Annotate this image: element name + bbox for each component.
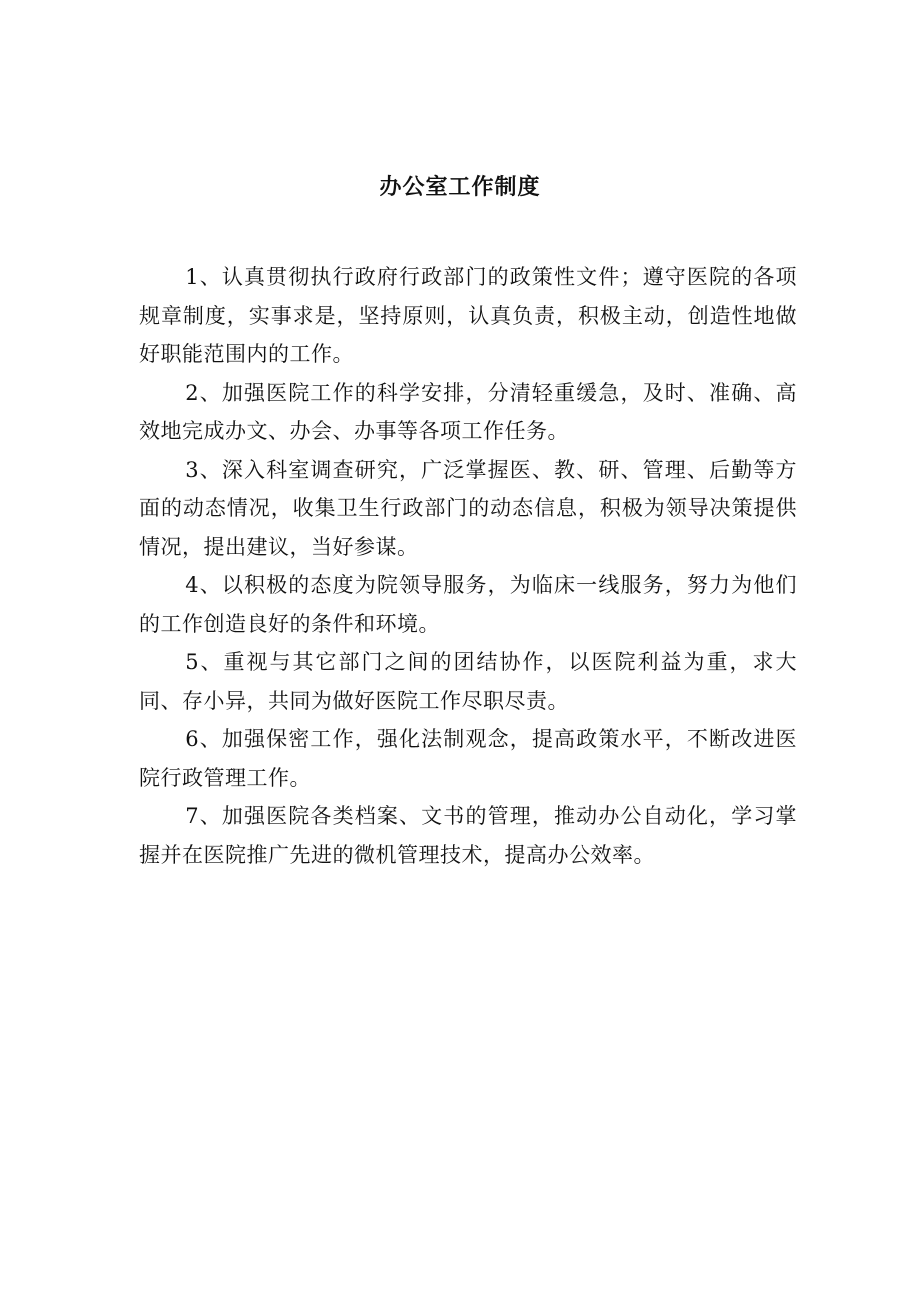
paragraph-2: 2、加强医院工作的科学安排，分清轻重缓急，及时、准确、高效地完成办文、办会、办事等各项工作任务。 [139,380,797,443]
paragraph-1: 1、认真贯彻执行政府行政部门的政策性文件；遵守医院的各项规章制度，实事求是，坚持原则，认真负责，积极主动，创造性地做好职能范围内的工作。 [139,265,797,366]
paragraph-5: 5、重视与其它部门之间的团结协作，以医院利益为重，求大同、存小异，共同为做好医院工作尽职尽责。 [139,650,797,713]
paragraph-7: 7、加强医院各类档案、文书的管理，推动办公自动化，学习掌握并在医院推广先进的微机管理技术，提高办公效率。 [139,804,797,867]
paragraph-4: 4、以积极的态度为院领导服务，为临床一线服务，努力为他们的工作创造良好的条件和环境。 [139,573,797,636]
paragraph-6: 6、加强保密工作，强化法制观念，提高政策水平，不断改进医院行政管理工作。 [139,727,797,790]
paragraph-3: 3、深入科室调查研究，广泛掌握医、教、研、管理、后勤等方面的动态情况，收集卫生行政部门的动态信息，积极为领导决策提供情况，提出建议，当好参谋。 [139,457,797,559]
document-body [139,258,797,874]
document-title: 办公室工作制度 [379,175,541,200]
